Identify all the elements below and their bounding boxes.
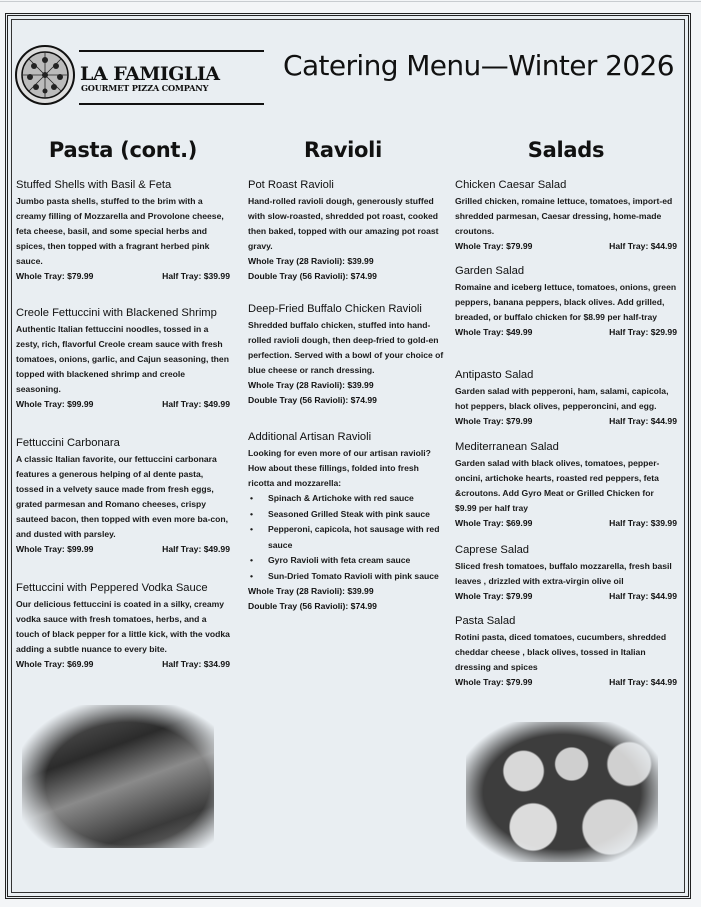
logo-rule-bottom (79, 103, 264, 105)
price-row (455, 675, 677, 690)
half-tray-price: Half Tray: $44.99 (609, 677, 677, 687)
half-tray-price: Half Tray: $44.99 (609, 416, 677, 426)
menu-item (455, 264, 677, 340)
menu-item-description: Jumbo pasta shells, stuffed to the brim with a creamy filling of Mozzarella and Provolone cheese, feta cheese, basil, and some special herbs and spices, then topped with a fragrant herbed pink sauce. (16, 196, 224, 266)
top-divider (0, 1, 701, 2)
filling-text: Seasoned Grilled Steak with pink sauce (268, 508, 430, 519)
whole-tray-price: Whole Tray (28 Ravioli): $39.99 (248, 256, 374, 266)
menu-item (248, 178, 444, 284)
menu-item-name: Creole Fettuccini with Blackened Shrimp (16, 307, 217, 319)
half-tray-price: Half Tray: $49.99 (162, 544, 230, 554)
price-row (455, 516, 677, 531)
brand-subtitle: GOURMET PIZZA COMPANY (81, 83, 209, 93)
menu-item (16, 581, 230, 672)
menu-item-description: Sliced fresh tomatoes, buffalo mozzarella, fresh basil leaves , drizzled with extra-virgin olive oil (455, 561, 672, 586)
menu-item-name: Garden Salad (455, 265, 525, 277)
double-tray-price: Double Tray (56 Ravioli): $74.99 (248, 271, 377, 281)
double-tray-price: Double Tray (56 Ravioli): $74.99 (248, 395, 377, 405)
filling-list-item (248, 553, 444, 569)
filling-list-item (248, 569, 444, 585)
section-heading-salads: Salads (527, 138, 605, 162)
price-row (16, 269, 230, 284)
filling-text: Pepperoni, capicola, hot sausage with red sauce (268, 524, 440, 550)
whole-tray-price: Whole Tray: $79.99 (16, 271, 94, 281)
whole-tray-price: Whole Tray: $99.99 (16, 544, 94, 554)
menu-item-name: Mediterranean Salad (455, 441, 559, 453)
brand-logo (14, 44, 254, 106)
price-list (248, 584, 444, 614)
half-tray-price: Half Tray: $34.99 (162, 659, 230, 669)
filling-text: Sun-Dried Tomato Ravioli with pink sauce (268, 570, 439, 581)
price-row (455, 589, 677, 604)
filling-list (248, 491, 444, 584)
bullet-icon: • (250, 524, 254, 534)
whole-tray-price: Whole Tray: $79.99 (455, 416, 533, 426)
filling-list-item (248, 507, 444, 523)
pizza-logo-icon (14, 44, 76, 106)
filling-list-item (248, 491, 444, 507)
section-heading-pasta: Pasta (cont.) (48, 138, 198, 162)
menu-item (455, 543, 677, 604)
bullet-icon: • (250, 508, 254, 519)
half-tray-price: Half Tray: $39.99 (162, 271, 230, 281)
bullet-icon: • (250, 555, 254, 565)
menu-item-name: Stuffed Shells with Basil & Feta (16, 179, 172, 191)
price-row (455, 325, 677, 340)
bullet-icon: • (250, 570, 254, 581)
menu-item-description: A classic Italian favorite, our fettuccini carbonara features a generous helping of al dente pasta, tossed in a velvety sauce made from fresh eggs, grated parmesan and Romano cheeses, crispy sauteed bacon, then topped with even more ba-con, and dusted with parsley. (16, 454, 229, 539)
menu-item-description: Looking for even more of our artisan ravioli? How about these fillings, folded into fresh ricotta and mozzarella: (248, 448, 431, 488)
menu-item (455, 440, 677, 531)
half-tray-price: Half Tray: $49.99 (162, 399, 230, 409)
whole-tray-price: Whole Tray: $79.99 (455, 241, 533, 251)
half-tray-price: Half Tray: $29.99 (609, 327, 677, 337)
menu-item-description: Grilled chicken, romaine lettuce, tomatoes, import-ed shredded parmesan, Caesar dressing, home-made croutons. (455, 196, 673, 236)
menu-item-description: Garden salad with black olives, tomatoes, pepper-oncini, artichoke hearts, roasted red peppers, feta &croutons. Add Gyro Meat or Grilled Chicken for $9.99 per half tray (455, 458, 660, 513)
price-list (248, 378, 444, 408)
menu-item-description: Our delicious fettuccini is coated in a silky, creamy vodka sauce with fresh tomatoes, herbs, and a touch of black pepper for a little kick, with the vodka adding a subtle nuance to every bite. (16, 599, 230, 654)
menu-item-name: Pot Roast Ravioli (248, 179, 334, 191)
section-heading-ravioli: Ravioli (304, 138, 382, 162)
whole-tray-price: Whole Tray: $49.99 (455, 327, 533, 337)
menu-item-name: Additional Artisan Ravioli (248, 431, 372, 443)
menu-item-name: Antipasto Salad (455, 369, 534, 381)
whole-tray-price: Whole Tray (28 Ravioli): $39.99 (248, 586, 374, 596)
menu-item-description: Hand-rolled ravioli dough, generously stuffed with slow-roasted, shredded pot roast, cooked then baked, topped with our amazing pot roast gravy. (248, 196, 439, 251)
menu-item (16, 178, 230, 284)
menu-item-description: Authentic Italian fettuccini noodles, tossed in a zesty, rich, flavorful Creole cream sauce with fresh tomatoes, onions, garlic, and Cajun seasoning, then topped with blackened shrimp and creole seasoning. (16, 324, 229, 394)
menu-item-name: Pasta Salad (455, 615, 516, 627)
pizza-dough-photo (466, 722, 658, 862)
menu-item (455, 178, 677, 254)
half-tray-price: Half Tray: $44.99 (609, 591, 677, 601)
page-title: Catering Menu—Winter 2026 (283, 49, 674, 82)
filling-text: Spinach & Artichoke with red sauce (268, 493, 414, 503)
brand-name: LA FAMIGLIA (80, 63, 220, 85)
menu-item-name: Deep-Fried Buffalo Chicken Ravioli (248, 303, 422, 315)
menu-item-description: Romaine and iceberg lettuce, tomatoes, onions, green peppers, banana peppers, black olives. Add grilled, breaded, or buffalo chicken for $8.99 per half-tray (455, 282, 677, 322)
price-row (16, 657, 230, 672)
price-row (16, 542, 230, 557)
menu-item-description: Rotini pasta, diced tomatoes, cucumbers, shredded cheddar cheese , black olives, tossed in Italian dressing and spices (455, 632, 667, 672)
menu-item-name: Chicken Caesar Salad (455, 179, 567, 191)
menu-item (455, 614, 677, 690)
logo-rule-top (79, 50, 264, 52)
menu-item (248, 430, 444, 614)
whole-tray-price: Whole Tray (28 Ravioli): $39.99 (248, 380, 374, 390)
filling-list-item (248, 522, 444, 553)
whole-tray-price: Whole Tray: $69.99 (455, 518, 533, 528)
menu-item-description: Garden salad with pepperoni, ham, salami, capicola, hot peppers, black olives, pepperoncini, and egg. (455, 386, 669, 411)
menu-item-description: Shredded buffalo chicken, stuffed into hand-rolled ravioli dough, then deep-fried to gold-en perfection. Served with a bowl of your choice of blue cheese or ranch dressing. (248, 320, 444, 375)
price-row (455, 239, 677, 254)
menu-item (248, 302, 444, 408)
whole-tray-price: Whole Tray: $79.99 (455, 591, 533, 601)
whole-tray-price: Whole Tray: $99.99 (16, 399, 94, 409)
half-tray-price: Half Tray: $44.99 (609, 241, 677, 251)
double-tray-price: Double Tray (56 Ravioli): $74.99 (248, 601, 377, 611)
price-list (248, 254, 444, 284)
chef-hands-photo (22, 705, 214, 848)
whole-tray-price: Whole Tray: $79.99 (455, 677, 533, 687)
menu-item-name: Fettuccini with Peppered Vodka Sauce (16, 582, 208, 594)
bullet-icon: • (250, 493, 254, 503)
filling-text: Gyro Ravioli with feta cream sauce (268, 555, 411, 565)
menu-item-name: Fettuccini Carbonara (16, 437, 120, 449)
price-row (455, 414, 677, 429)
price-row (16, 397, 230, 412)
half-tray-price: Half Tray: $39.99 (609, 518, 677, 528)
menu-item (16, 436, 230, 557)
menu-item (16, 306, 230, 412)
menu-item (455, 368, 677, 429)
menu-item-name: Caprese Salad (455, 544, 530, 556)
whole-tray-price: Whole Tray: $69.99 (16, 659, 94, 669)
